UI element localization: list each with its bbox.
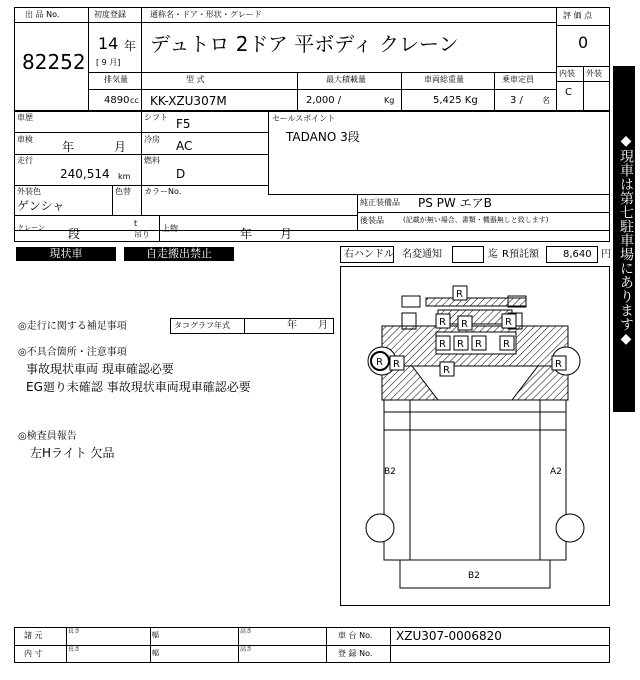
- interior-label: 内装: [559, 69, 575, 78]
- gross-weight: 5,425 Kg: [433, 95, 478, 106]
- model-name-label: 通称名・ドア・形状・グレード: [150, 10, 262, 19]
- rear-right-wheel: [556, 514, 584, 542]
- tacho-label: タコグラフ年式: [174, 321, 230, 330]
- gross-weight-label: 車両総重量: [424, 75, 464, 84]
- tacho-year: 年: [287, 320, 297, 331]
- model-code: KK-XZU307M: [150, 94, 227, 108]
- mark-6: R: [457, 339, 464, 350]
- crane-label: クレーン: [17, 224, 45, 232]
- max-load-label: 最大積載量: [326, 75, 366, 84]
- inspection-month: 月: [114, 140, 127, 154]
- mark-11: R: [443, 365, 450, 376]
- mark-10: R: [555, 359, 562, 370]
- height-label-1: 高さ: [240, 628, 253, 635]
- inner-row-label: 内 寸: [24, 649, 43, 658]
- color-value: ゲンシャ: [17, 199, 65, 213]
- mileage-label: 走行: [17, 156, 33, 165]
- after-parts-label: 後装品: [360, 216, 384, 225]
- mark-4: R: [461, 319, 468, 330]
- height-label-2: 高さ: [240, 646, 253, 653]
- shift-value: F5: [176, 117, 191, 131]
- inspection-label: 車検: [17, 135, 33, 144]
- crane-up-label: 上物: [162, 224, 178, 233]
- rear-left-wheel: [366, 514, 394, 542]
- interior-grade: C: [565, 87, 572, 98]
- lot-no: 82252: [22, 50, 86, 74]
- capacity-label: 乗車定員: [502, 75, 534, 84]
- damage-b2-bottom: B2: [468, 571, 480, 581]
- reg-no-label: 登 録 No.: [338, 649, 373, 658]
- tacho-month: 月: [318, 320, 328, 331]
- options-value: PS PW エアB: [418, 196, 492, 210]
- specs-row-label: 諸 元: [24, 631, 43, 640]
- options-label: 純正装備品: [360, 198, 400, 207]
- length-label-1: 長さ: [68, 628, 81, 635]
- crane-stage: 段: [68, 227, 81, 241]
- crane-ton-unit: 吊り: [134, 230, 150, 239]
- mileage-unit: km: [118, 172, 131, 181]
- score-value: 0: [578, 33, 589, 52]
- inspector-line-1: 左Hライト 欠品: [30, 446, 115, 460]
- color-code-label: カラーNo.: [144, 187, 182, 196]
- ac-value: AC: [176, 139, 193, 153]
- crane-month: 月: [280, 227, 293, 241]
- mark-2: R: [439, 317, 446, 328]
- r-deposit-label: R預託額: [502, 249, 539, 260]
- capacity-unit: 名: [542, 96, 550, 105]
- mark-5: R: [439, 339, 446, 350]
- name-change-label: 名変通知: [402, 249, 442, 260]
- damage-b2-left: B2: [384, 467, 396, 477]
- model-name: デュトロ 2ドア 平ボディ クレーン: [150, 32, 459, 56]
- displacement: 4890: [104, 95, 130, 106]
- damage-a2-right: A2: [550, 467, 562, 477]
- defect-line-1: 事故現状車両 現車確認必要: [26, 362, 174, 376]
- mark-9: R: [393, 359, 400, 370]
- mileage-value: 240,514: [60, 167, 110, 181]
- defect-line-2: EG廻り未確認 事故現状車両現車確認必要: [26, 380, 251, 394]
- max-load-unit: Kg: [384, 96, 395, 105]
- first-reg-label: 初度登録: [94, 10, 126, 19]
- mark-8: R: [503, 339, 510, 350]
- exterior-label: 外装: [586, 69, 602, 78]
- chassis-no: XZU307-0006820: [396, 629, 502, 643]
- max-load: 2,000 /: [306, 95, 342, 106]
- displacement-unit: cc: [130, 96, 139, 105]
- width-label-2: 幅: [152, 649, 159, 657]
- fuel-value: D: [176, 167, 186, 181]
- name-change-box: [452, 246, 484, 263]
- chassis-label: 車 台 No.: [338, 631, 373, 640]
- score-label: 評 価 点: [563, 11, 593, 20]
- inspection-year: 年: [62, 140, 75, 154]
- mark-1: R: [456, 289, 463, 300]
- defects-label: ◎不具合箇所・注意事項: [18, 347, 127, 358]
- history-label: 車歴: [17, 113, 33, 122]
- rhd-label: 右ハンドル: [344, 249, 394, 260]
- crane-year: 年: [240, 227, 253, 241]
- reg-year: 14: [98, 34, 119, 53]
- ac-label: 冷房: [144, 135, 160, 144]
- width-label-1: 幅: [152, 631, 159, 639]
- mark-7: R: [475, 339, 482, 350]
- current-state-badge: 現状車: [16, 247, 116, 261]
- no-self-drive-badge: 自走搬出禁止: [124, 247, 234, 261]
- after-parts-note: (記載が無い場合、書類・機器無しと致します): [403, 216, 549, 224]
- sales-point-label: セールスポイント: [272, 114, 336, 123]
- reg-month: [ 9 月]: [96, 58, 121, 67]
- displacement-label: 排気量: [104, 75, 128, 84]
- r-deposit-value: 8,640: [563, 249, 592, 260]
- lot-no-label: 出 品 No.: [25, 10, 60, 19]
- truck-diagram: [340, 266, 610, 606]
- bed-front: [384, 400, 566, 412]
- sales-point-value: TADANO 3段: [286, 130, 360, 144]
- front-roof: [426, 298, 526, 306]
- mark-12: R: [376, 357, 383, 368]
- bed: [384, 412, 566, 560]
- shift-label: シフト: [144, 113, 168, 122]
- running-notes-label: ◎走行に関する補足事項: [18, 321, 127, 332]
- reg-year-unit: 年: [124, 39, 137, 53]
- fuel-label: 燃料: [144, 156, 160, 165]
- left-mirror: [402, 296, 420, 307]
- mark-3: R: [505, 317, 512, 328]
- color-label: 外装色: [17, 187, 41, 196]
- length-label-2: 長さ: [68, 646, 81, 653]
- r-deposit-unit: 円: [601, 249, 611, 260]
- deadline-label: 迄: [488, 249, 498, 260]
- capacity: 3 /: [510, 95, 523, 106]
- model-code-label: 型 式: [186, 75, 205, 84]
- color-change-label: 色替: [115, 187, 131, 196]
- inspector-label: ◎検査員報告: [18, 431, 77, 442]
- parking-banner: ◆現車は第七駐車場にあります◆: [613, 66, 635, 412]
- crane-ton: t: [134, 219, 138, 228]
